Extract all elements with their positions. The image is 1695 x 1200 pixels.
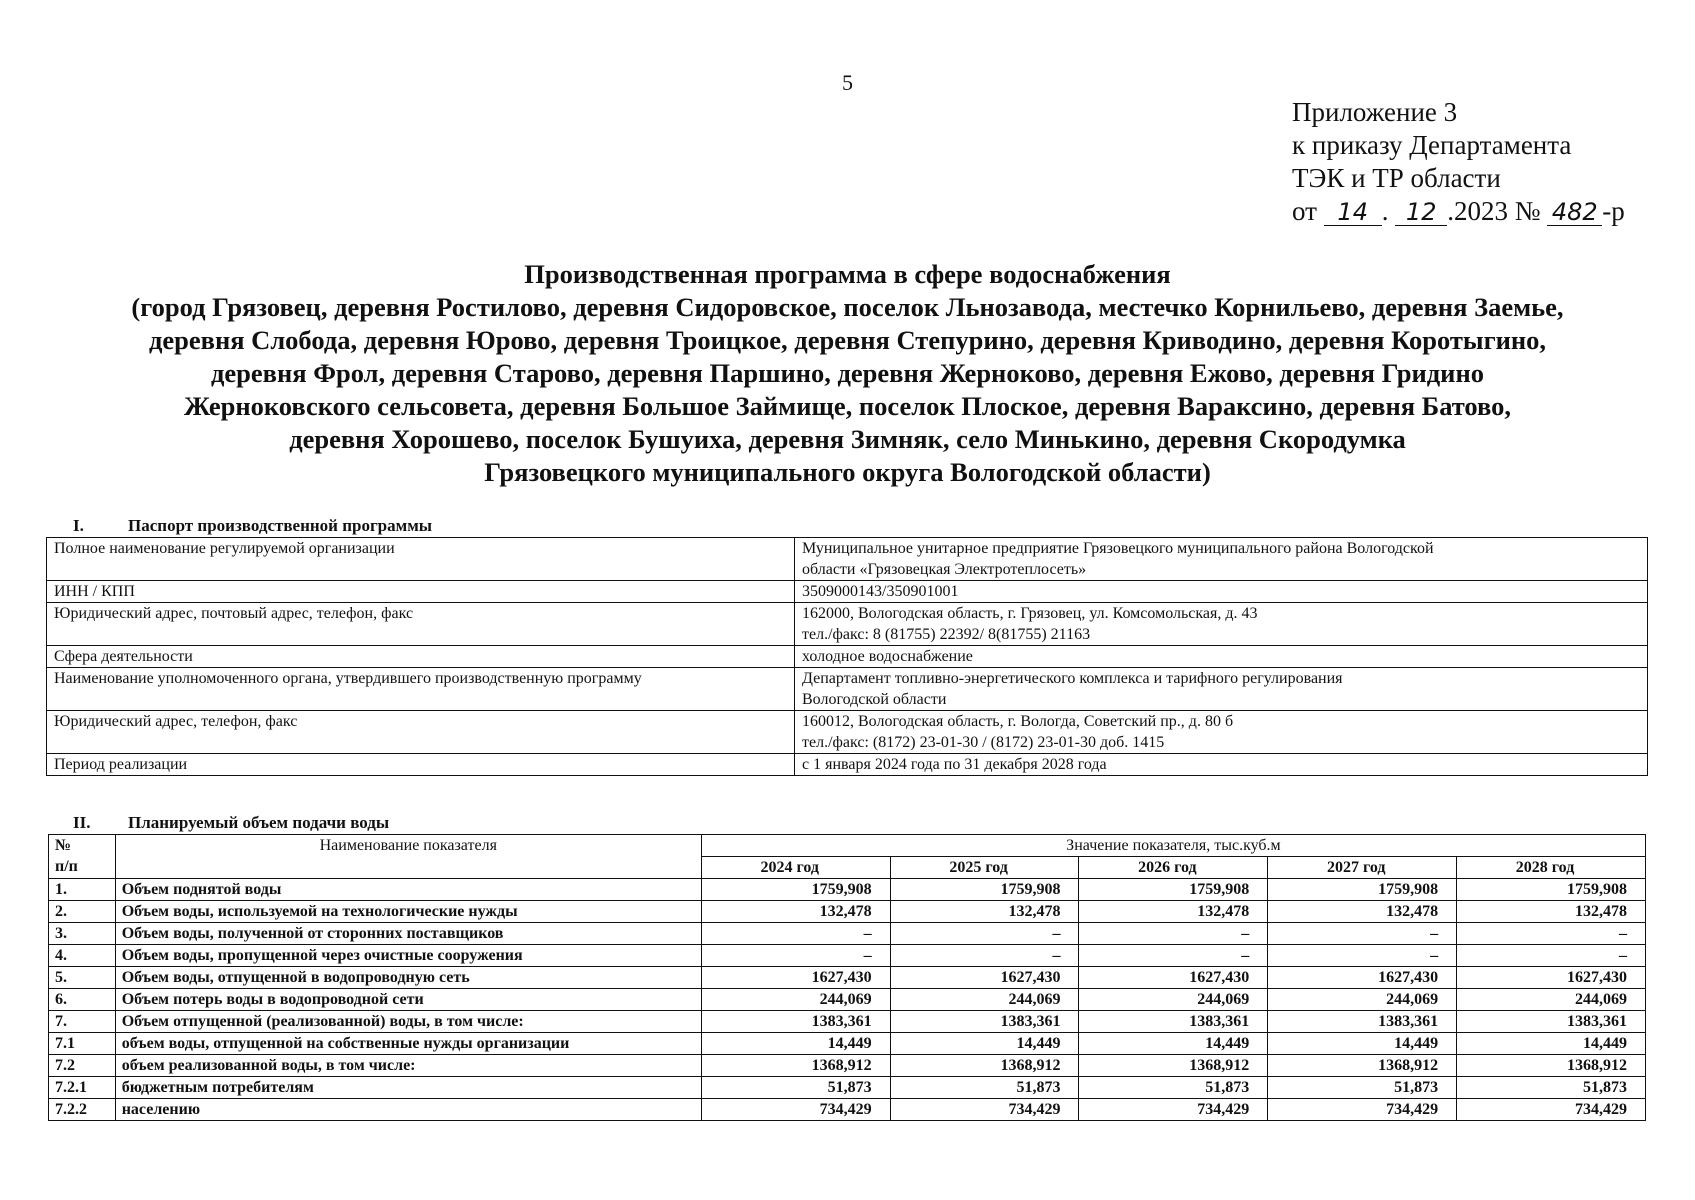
row-number: 1. — [49, 879, 116, 901]
row-indicator-name: Объем воды, отпущенной в водопроводную сеть — [115, 967, 701, 989]
row-value-cell: – — [1268, 923, 1457, 945]
row-value-cell: 1759,908 — [701, 879, 890, 901]
table-row — [49, 1033, 1646, 1055]
row-value-cell: 1759,908 — [1457, 879, 1646, 901]
passport-row — [47, 668, 1648, 711]
handwritten-day: 14 — [1324, 199, 1382, 226]
year-header: 2026 год — [1079, 857, 1268, 879]
row-value-cell: 132,478 — [701, 901, 890, 923]
row-number: 3. — [49, 923, 116, 945]
table-header-row — [49, 835, 1646, 857]
row-number: 7.2.2 — [49, 1099, 116, 1121]
row-indicator-name: Объем воды, пропущенной через очистные сооружения — [115, 945, 701, 967]
row-value-cell: 1383,361 — [890, 1011, 1079, 1033]
section-2-title: Планируемый объем подачи воды — [128, 813, 390, 832]
passport-value-line-1: 162000, Вологодская область, г. Грязовец, ул. Комсомольская, д. 43 — [802, 605, 1258, 622]
section-1-number: I. — [73, 516, 84, 535]
table-row — [49, 923, 1646, 945]
row-number: 5. — [49, 967, 116, 989]
row-indicator-name: Объем отпущенной (реализованной) воды, в том числе: — [115, 1011, 701, 1033]
row-value-cell: – — [1457, 945, 1646, 967]
row-number: 7.2 — [49, 1055, 116, 1077]
year-header: 2025 год — [890, 857, 1079, 879]
row-value-cell: 1627,430 — [890, 967, 1079, 989]
row-value-cell: 14,449 — [890, 1033, 1079, 1055]
passport-value-line-2: тел./факс: (8172) 23-01-30 / (8172) 23-01-30 доб. 1415 — [802, 734, 1165, 751]
passport-value-line-2: области «Грязовецкая Электротеплосеть» — [802, 561, 1087, 578]
row-value-cell: 1368,912 — [701, 1055, 890, 1077]
row-value-cell: 14,449 — [1079, 1033, 1268, 1055]
passport-label: Период реализации — [47, 754, 795, 776]
date-prefix: от — [1292, 196, 1317, 226]
row-number: 7.2.1 — [49, 1077, 116, 1099]
row-number: 4. — [49, 945, 116, 967]
row-indicator-name: объем воды, отпущенной на собственные нужды организации — [115, 1033, 701, 1055]
passport-value-line-1: 3509000143/350901001 — [802, 583, 959, 600]
passport-table — [46, 537, 1648, 776]
appendix-line-3: ТЭК и ТР области — [1292, 163, 1501, 193]
table-row — [49, 1077, 1646, 1099]
order-suffix: -р — [1602, 196, 1625, 226]
passport-value — [795, 581, 1648, 603]
table-row — [49, 945, 1646, 967]
row-value-cell: 1368,912 — [1079, 1055, 1268, 1077]
appendix-line-2: к приказу Департамента — [1292, 130, 1572, 160]
section-1-title: Паспорт производственной программы — [128, 516, 433, 535]
row-value-cell: – — [701, 945, 890, 967]
row-value-cell: – — [1079, 945, 1268, 967]
row-indicator-name: объем реализованной воды, в том числе: — [115, 1055, 701, 1077]
title-line-2: (город Грязовец, деревня Ростилово, деревня Сидоровское, поселок Льнозавода, местечко Корнильево, деревня Заемье, — [131, 292, 1564, 322]
row-value-cell: 1383,361 — [701, 1011, 890, 1033]
passport-row — [47, 581, 1648, 603]
row-value-cell: 1759,908 — [1268, 879, 1457, 901]
row-value-cell: – — [1268, 945, 1457, 967]
passport-row — [47, 603, 1648, 646]
header-indicator-name: Наименование показателя — [115, 835, 701, 879]
section-2-number: II. — [73, 813, 91, 832]
row-value-cell: 14,449 — [1268, 1033, 1457, 1055]
row-value-cell: 1368,912 — [890, 1055, 1079, 1077]
row-value-cell: 244,069 — [701, 989, 890, 1011]
row-indicator-name: Объем воды, полученной от сторонних поставщиков — [115, 923, 701, 945]
section-1-heading — [73, 516, 432, 536]
row-value-cell: 734,429 — [1268, 1099, 1457, 1121]
passport-value-line-1: холодное водоснабжение — [802, 648, 973, 665]
passport-label: Наименование уполномоченного органа, утвердившего производственную программу — [47, 668, 795, 711]
passport-value-line-1: Муниципальное унитарное предприятие Грязовецкого муниципального района Вологодской — [802, 540, 1434, 557]
row-indicator-name: Объем воды, используемой на технологические нужды — [115, 901, 701, 923]
document-title — [40, 258, 1655, 489]
row-value-cell: 14,449 — [701, 1033, 890, 1055]
row-number: 7. — [49, 1011, 116, 1033]
appendix-line-1: Приложение 3 — [1292, 97, 1458, 127]
row-value-cell: – — [890, 945, 1079, 967]
title-line-7: Грязовецкого муниципального округа Вологодской области) — [484, 457, 1211, 487]
date-year: .2023 № — [1447, 196, 1541, 226]
passport-label: Юридический адрес, телефон, факс — [47, 711, 795, 754]
row-value-cell: – — [701, 923, 890, 945]
page-number: 5 — [842, 70, 853, 95]
passport-value-line-2: Вологодской области — [802, 691, 947, 708]
year-header: 2027 год — [1268, 857, 1457, 879]
year-header: 2028 год — [1457, 857, 1646, 879]
title-line-1: Производственная программа в сфере водоснабжения — [524, 259, 1171, 289]
row-value-cell: 51,873 — [1457, 1077, 1646, 1099]
date-dot: . — [1381, 196, 1389, 226]
row-value-cell: 132,478 — [1457, 901, 1646, 923]
handwritten-month: 12 — [1395, 199, 1447, 226]
table-row — [49, 1055, 1646, 1077]
row-value-cell: 734,429 — [701, 1099, 890, 1121]
passport-value-line-1: 160012, Вологодская область, г. Вологда, Советский пр., д. 80 б — [802, 713, 1234, 730]
handwritten-number: 482 — [1547, 199, 1602, 226]
row-value-cell: 244,069 — [890, 989, 1079, 1011]
row-number: 6. — [49, 989, 116, 1011]
row-value-cell: 51,873 — [1268, 1077, 1457, 1099]
passport-value — [795, 646, 1648, 668]
row-value-cell: – — [890, 923, 1079, 945]
row-value-cell: 1759,908 — [890, 879, 1079, 901]
header-number-cell — [49, 835, 116, 879]
passport-value — [795, 754, 1648, 776]
passport-label: Юридический адрес, почтовый адрес, телефон, факс — [47, 603, 795, 646]
table-row — [49, 901, 1646, 923]
row-indicator-name: Объем потерь воды в водопроводной сети — [115, 989, 701, 1011]
row-indicator-name: населению — [115, 1099, 701, 1121]
row-number: 7.1 — [49, 1033, 116, 1055]
row-indicator-name: бюджетным потребителям — [115, 1077, 701, 1099]
row-value-cell: 14,449 — [1457, 1033, 1646, 1055]
passport-value-line-2: тел./факс: 8 (81755) 22392/ 8(81755) 21163 — [802, 626, 1091, 643]
row-value-cell: – — [1079, 923, 1268, 945]
passport-value-line-1: Департамент топливно-энергетического комплекса и тарифного регулирования — [802, 670, 1343, 687]
passport-value — [795, 668, 1648, 711]
year-header: 2024 год — [701, 857, 890, 879]
appendix-block — [1292, 96, 1625, 228]
table-row — [49, 967, 1646, 989]
row-value-cell: 132,478 — [1079, 901, 1268, 923]
row-value-cell: 1383,361 — [1268, 1011, 1457, 1033]
passport-label: Сфера деятельности — [47, 646, 795, 668]
row-value-cell: 51,873 — [701, 1077, 890, 1099]
row-value-cell: 244,069 — [1268, 989, 1457, 1011]
passport-label: Полное наименование регулируемой организации — [47, 538, 795, 581]
row-value-cell: 1627,430 — [701, 967, 890, 989]
row-value-cell: 51,873 — [890, 1077, 1079, 1099]
row-value-cell: 734,429 — [1079, 1099, 1268, 1121]
passport-value — [795, 711, 1648, 754]
header-indicator-value: Значение показателя, тыс.куб.м — [701, 835, 1645, 857]
row-number: 2. — [49, 901, 116, 923]
passport-row — [47, 538, 1648, 581]
table-row — [49, 989, 1646, 1011]
table-row — [49, 1099, 1646, 1121]
row-indicator-name: Объем поднятой воды — [115, 879, 701, 901]
water-volume-table — [48, 834, 1646, 1121]
row-value-cell: 1368,912 — [1457, 1055, 1646, 1077]
header-number-line-1: № — [55, 837, 72, 854]
passport-label: ИНН / КПП — [47, 581, 795, 603]
row-value-cell: 132,478 — [890, 901, 1079, 923]
row-value-cell: 244,069 — [1457, 989, 1646, 1011]
appendix-date-line — [1292, 195, 1625, 228]
passport-row — [47, 754, 1648, 776]
row-value-cell: 132,478 — [1268, 901, 1457, 923]
passport-row — [47, 711, 1648, 754]
row-value-cell: – — [1457, 923, 1646, 945]
title-line-6: деревня Хорошево, поселок Бушуиха, деревня Зимняк, село Минькино, деревня Скородумка — [289, 424, 1406, 454]
passport-row — [47, 646, 1648, 668]
passport-value-line-1: с 1 января 2024 года по 31 декабря 2028 года — [802, 756, 1107, 773]
row-value-cell: 734,429 — [890, 1099, 1079, 1121]
row-value-cell: 1368,912 — [1268, 1055, 1457, 1077]
title-line-3: деревня Слобода, деревня Юрово, деревня Троицкое, деревня Степурино, деревня Криводино, деревня Коротыгино, — [148, 325, 1547, 355]
row-value-cell: 1383,361 — [1457, 1011, 1646, 1033]
row-value-cell: 1759,908 — [1079, 879, 1268, 901]
passport-value — [795, 538, 1648, 581]
row-value-cell: 734,429 — [1457, 1099, 1646, 1121]
passport-value — [795, 603, 1648, 646]
table-row — [49, 1011, 1646, 1033]
row-value-cell: 1383,361 — [1079, 1011, 1268, 1033]
row-value-cell: 51,873 — [1079, 1077, 1268, 1099]
section-2-heading — [73, 813, 389, 833]
row-value-cell: 1627,430 — [1268, 967, 1457, 989]
row-value-cell: 244,069 — [1079, 989, 1268, 1011]
table-row — [49, 879, 1646, 901]
title-line-5: Жерноковского сельсовета, деревня Большое Займище, поселок Плоское, деревня Вараксино, деревня Батово, — [183, 391, 1512, 421]
header-number-line-2: п/п — [55, 858, 78, 875]
title-line-4: деревня Фрол, деревня Старово, деревня Паршино, деревня Жерноково, деревня Ежово, деревня Гридино — [211, 358, 1484, 388]
row-value-cell: 1627,430 — [1079, 967, 1268, 989]
row-value-cell: 1627,430 — [1457, 967, 1646, 989]
